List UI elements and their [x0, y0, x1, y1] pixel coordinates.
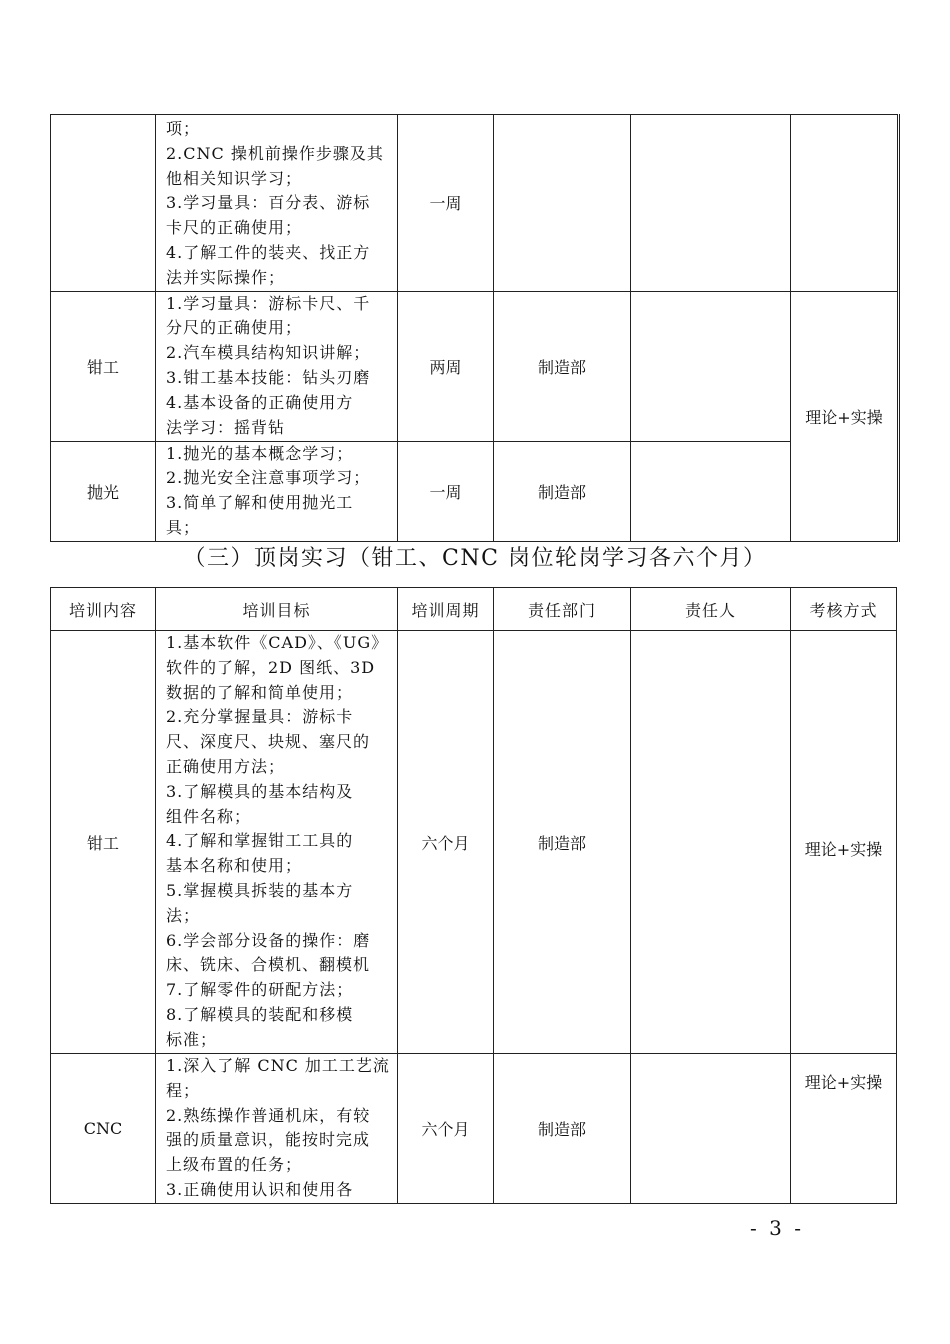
dept-cell: 制造部	[494, 1054, 631, 1204]
objective-line: 数据的了解和简单使用；	[166, 682, 354, 702]
objective-line: 程；	[166, 1080, 201, 1100]
objectives-cell	[156, 115, 398, 292]
content-cell: CNC	[51, 1054, 156, 1204]
objective-line: 他相关知识学习；	[166, 168, 303, 188]
objectives-cell	[156, 291, 398, 441]
header-objectives: 培训目标	[156, 588, 398, 631]
objective-line: 2.CNC 操机前操作步骤及其	[166, 143, 384, 163]
objective-line: 1.学习量具：游标卡尺、千	[166, 293, 371, 313]
training-table-continued	[50, 114, 900, 542]
period-cell: 六个月	[398, 631, 494, 1054]
objective-line: 4.了解和掌握钳工工具的	[166, 831, 354, 851]
objective-line: 1.深入了解 CNC 加工工艺流	[166, 1056, 390, 1075]
person-cell	[631, 115, 791, 292]
objective-line: 3.学习量具：百分表、游标	[166, 193, 371, 213]
objective-line: 7.了解零件的研配方法；	[166, 980, 354, 1000]
objective-line: 4.了解工件的装夹、找正方	[166, 242, 371, 262]
objective-line: 法；	[166, 905, 201, 925]
header-content: 培训内容	[51, 588, 156, 631]
assessment-cell: 理论+实操	[791, 291, 899, 541]
assessment-cell: 理论+实操	[791, 1054, 897, 1204]
objective-line: 组件名称；	[166, 806, 252, 826]
dept-cell	[494, 115, 631, 292]
objective-line: 2.充分掌握量具：游标卡	[166, 707, 354, 727]
table-row	[51, 441, 899, 541]
table-row	[51, 631, 897, 1054]
objective-line: 5.掌握模具拆装的基本方	[166, 880, 354, 900]
content-cell: 钳工	[51, 631, 156, 1054]
content-cell: 钳工	[51, 291, 156, 441]
objective-line: 4.基本设备的正确使用方	[166, 392, 354, 412]
period-cell: 一周	[398, 441, 494, 541]
objectives-cell	[156, 631, 398, 1054]
header-assessment: 考核方式	[791, 588, 897, 631]
objective-line: 法并实际操作；	[166, 267, 286, 287]
period-cell: 两周	[398, 291, 494, 441]
person-cell	[631, 1054, 791, 1204]
objective-line: 具；	[166, 517, 201, 537]
header-dept: 责任部门	[494, 588, 631, 631]
table-row	[51, 291, 899, 441]
objective-line: 6.学会部分设备的操作：磨	[166, 930, 371, 950]
objective-line: 强的质量意识，能按时完成	[166, 1130, 371, 1150]
table-row	[51, 115, 899, 292]
objective-line: 标准；	[166, 1029, 218, 1049]
objective-line: 项；	[166, 119, 201, 138]
objective-line: 床、铣床、合模机、翻模机	[166, 955, 371, 975]
internship-table	[50, 587, 897, 1204]
objective-line: 3.简单了解和使用抛光工	[166, 493, 354, 513]
objective-line: 2.熟练操作普通机床，有较	[166, 1105, 371, 1125]
dept-cell: 制造部	[494, 441, 631, 541]
person-cell	[631, 631, 791, 1054]
objective-line: 法学习：摇背钻	[166, 417, 286, 437]
objective-line: 卡尺的正确使用；	[166, 218, 303, 238]
objective-line: 上级布置的任务；	[166, 1155, 303, 1175]
table-header-row	[51, 588, 897, 631]
objective-line: 2.抛光安全注意事项学习；	[166, 468, 371, 488]
header-person: 责任人	[631, 588, 791, 631]
objective-line: 3.钳工基本技能：钻头刃磨	[166, 367, 371, 387]
objective-line: 1.抛光的基本概念学习；	[166, 443, 354, 463]
objectives-cell	[156, 441, 398, 541]
period-cell: 一周	[398, 115, 494, 292]
person-cell	[631, 441, 791, 541]
dept-cell: 制造部	[494, 291, 631, 441]
objective-line: 基本名称和使用；	[166, 856, 303, 876]
assessment-cell	[791, 115, 899, 292]
objective-line: 3.正确使用认识和使用各	[166, 1179, 354, 1199]
objectives-cell	[156, 1054, 398, 1204]
objective-line: 1.基本软件《CAD》、《UG》	[166, 633, 389, 652]
objective-line: 尺、深度尺、块规、塞尺的	[166, 732, 371, 752]
period-cell: 六个月	[398, 1054, 494, 1204]
objective-line: 软件的了解，2D 图纸、3D	[166, 657, 376, 677]
section-title: （三）顶岗实习（钳工、CNC 岗位轮岗学习各六个月）	[183, 546, 767, 571]
table-row	[51, 1054, 897, 1204]
content-cell	[51, 115, 156, 292]
dept-cell: 制造部	[494, 631, 631, 1054]
page-number: - 3 -	[750, 1216, 804, 1240]
objective-line: 正确使用方法；	[166, 756, 286, 776]
person-cell	[631, 291, 791, 441]
objective-line: 3.了解模具的基本结构及	[166, 781, 354, 801]
header-period: 培训周期	[398, 588, 494, 631]
content-cell: 抛光	[51, 441, 156, 541]
objective-line: 分尺的正确使用；	[166, 318, 303, 338]
objective-line: 8.了解模具的装配和移模	[166, 1004, 354, 1024]
assessment-cell: 理论+实操	[791, 631, 897, 1054]
objective-line: 2.汽车模具结构知识讲解；	[166, 343, 371, 363]
